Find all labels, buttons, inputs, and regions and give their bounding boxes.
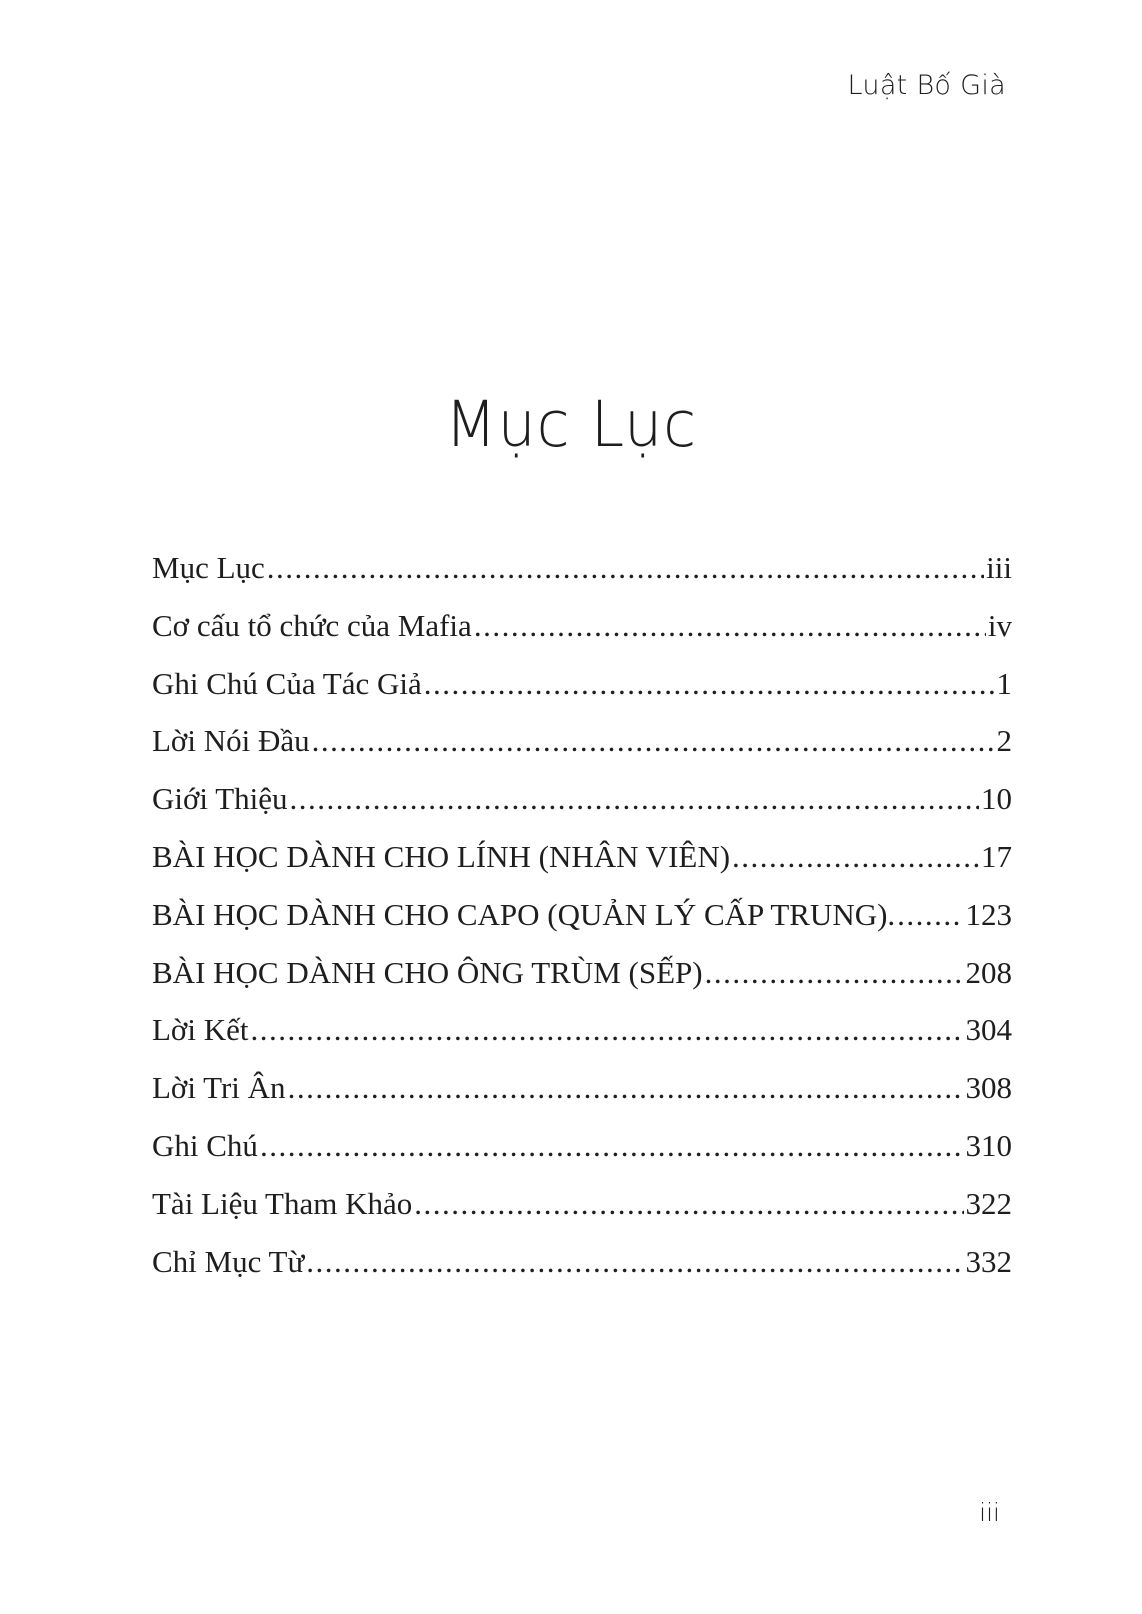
dot-leader — [414, 1186, 963, 1222]
toc-entry-label: BÀI HỌC DÀNH CHO LÍNH (NHÂN VIÊN) — [152, 838, 731, 874]
page-title: Mục Lục — [444, 388, 698, 462]
toc-entry[interactable] — [152, 1186, 1012, 1244]
toc-entry-page: 1 — [996, 665, 1012, 701]
toc-entry-label: Giới Thiệu — [152, 781, 288, 817]
dot-leader — [424, 666, 995, 702]
toc-entry-page: 10 — [981, 781, 1012, 817]
toc-entry-label: Mục Lục — [152, 550, 265, 585]
toc-entry-label: Cơ cấu tổ chức của Mafia — [152, 607, 472, 643]
toc-entry[interactable] — [152, 723, 1012, 781]
toc-entry[interactable] — [152, 839, 1012, 897]
toc-entry-page: 322 — [965, 1185, 1012, 1221]
toc-entry-page: 208 — [965, 954, 1012, 990]
toc-entry[interactable] — [152, 550, 1012, 608]
toc-entry[interactable] — [152, 1128, 1012, 1186]
page-number: iii — [979, 1498, 1000, 1527]
dot-leader — [897, 897, 963, 933]
toc-entry-label: Ghi Chú — [152, 1127, 258, 1163]
toc-entry-page: 304 — [965, 1012, 1012, 1048]
running-header: Luật Bố Già — [847, 70, 1006, 101]
table-of-contents — [152, 550, 1012, 1301]
toc-entry-label: Tài Liệu Tham Khảo — [152, 1185, 413, 1221]
toc-entry-label: Lời Kết — [152, 1012, 249, 1048]
toc-entry-label: Chỉ Mục Từ — [152, 1243, 305, 1279]
toc-entry-page: iv — [987, 607, 1012, 643]
toc-entry[interactable] — [152, 897, 1012, 955]
dot-leader — [474, 608, 986, 644]
dot-leader — [312, 723, 995, 759]
dot-leader — [732, 839, 979, 875]
toc-entry[interactable] — [152, 1244, 1012, 1302]
toc-entry[interactable] — [152, 955, 1012, 1013]
dot-leader — [306, 1244, 963, 1280]
toc-entry-page: 308 — [965, 1070, 1012, 1106]
dot-leader — [267, 550, 984, 586]
dot-leader — [260, 1128, 964, 1164]
toc-entry-page: 332 — [965, 1243, 1012, 1279]
toc-entry-label: Ghi Chú Của Tác Giả — [152, 665, 422, 701]
toc-entry-page: 123 — [965, 896, 1012, 932]
toc-entry-label: BÀI HỌC DÀNH CHO CAPO (QUẢN LÝ CẤP TRUNG). — [152, 896, 896, 932]
dot-leader — [705, 955, 964, 991]
toc-entry[interactable] — [152, 666, 1012, 724]
toc-entry-page: iii — [986, 550, 1012, 585]
toc-entry-page: 310 — [965, 1127, 1012, 1163]
toc-entry[interactable] — [152, 1070, 1012, 1128]
dot-leader — [288, 1070, 964, 1106]
toc-entry-label: Lời Nói Đầu — [152, 723, 310, 759]
toc-entry-label: Lời Tri Ân — [152, 1070, 286, 1106]
dot-leader — [290, 781, 979, 817]
dot-leader — [250, 1012, 963, 1048]
toc-entry-page: 2 — [996, 723, 1012, 759]
toc-entry-page: 17 — [981, 838, 1012, 874]
toc-entry[interactable] — [152, 608, 1012, 666]
toc-entry-label: BÀI HỌC DÀNH CHO ÔNG TRÙM (SẾP) — [152, 954, 703, 990]
toc-entry[interactable] — [152, 781, 1012, 839]
toc-entry[interactable] — [152, 1012, 1012, 1070]
